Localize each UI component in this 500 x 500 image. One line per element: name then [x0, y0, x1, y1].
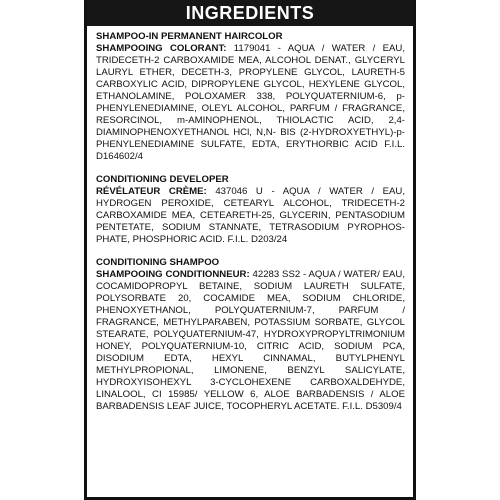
section-shampoo: [96, 257, 405, 413]
section-lead: SHAMPOOING COLORANT:: [96, 43, 227, 54]
ingredients-header: INGREDIENTS: [87, 0, 413, 26]
section-title: CONDITIONING DEVELOPER: [96, 174, 229, 185]
section-developer: [96, 174, 405, 246]
section-ingredient-list: 1179041 - AQUA / WATER / EAU, TRIDECETH-2 CARBOXAMIDE MEA, ALCOHOL DENAT., GLYCERYL LAURYL ETHER, DECETH-3, PROPYLENE GLYCOL, LAURETH-5 CARBOXYLIC ACID, DIPROPYLENE GLYCOL, HEXYLENE GLYCOL, ETHANOLAMINE, POLOXAMER 338, POLYQUATERNIUM-6, p-PHENYLENEDIAMINE, OLEYL ALCOHOL, PARFUM / FRAGRANCE, RESORCINOL, m-AMINOPHENOL, THIOLACTIC ACID, 2,4-DIAMINOPHENOXYETHANOL HCl, N,N- BIS (2-HYDROXYETHYL)-p-PHENYLENEDIAMINE SULFATE, EDTA, ERYTHORBIC ACID F.I.L. D164602/4: [96, 43, 405, 162]
ingredients-panel: [84, 0, 416, 500]
section-title: SHAMPOO-IN PERMANENT HAIRCOLOR: [96, 31, 283, 42]
ingredients-content: [87, 26, 413, 413]
section-ingredients: [96, 43, 405, 163]
section-ingredient-list: 42283 SS2 - AQUA / WATER/ EAU, COCAMIDOPROPYL BETAINE, SODIUM LAURETH SULFATE, POLYSORBATE 20, COCAMIDE MEA, SODIUM CHLORIDE, PHENOXYETHANOL, POLYQUATERNIUM-7, PARFUM / FRAGRANCE, METHYLPARABEN, POTASSIUM SORBATE, GLYCOL STEARATE, POLYQUATERNIUM-47, HYDROXYPROPYLTRIMONIUM HONEY, POLYQUATERNIUM-10, CITRIC ACID, SODIUM PCA, DISODIUM EDTA, HEXYL CINNAMAL, BUTYLPHENYL METHYLPROPIONAL, LIMONENE, BENZYL SALICYLATE, HYDROXYISOHEXYL 3-CYCLOHEXENE CARBOXALDEHYDE, LINALOOL, CI 15985/ YELLOW 6, ALOE BARBADENSIS / ALOE BARBADENSIS LEAF JUICE, TOCOPHERYL ACETATE. F.I.L. D5309/4: [96, 269, 406, 412]
section-haircolor: [96, 31, 405, 163]
section-ingredient-list: 437046 U - AQUA / WATER / EAU, HYDROGEN PEROXIDE, CETEARYL ALCOHOL, TRIDECETH-2 CARBOXAMIDE MEA, CETEARETH-25, GLYCERIN, PENTASODIUM PENTETATE, SODIUM STANNATE, TETRASODIUM PYROPHOS-PHATE, PHOSPHORIC ACID. F.I.L. D203/24: [96, 186, 405, 245]
section-ingredients: [96, 186, 405, 246]
section-lead: RÉVÉLATEUR CRÈME:: [96, 186, 207, 197]
section-title: CONDITIONING SHAMPOO: [96, 257, 220, 268]
section-ingredients: [96, 269, 405, 413]
section-lead: SHAMPOOING CONDITIONNEUR:: [96, 269, 250, 280]
